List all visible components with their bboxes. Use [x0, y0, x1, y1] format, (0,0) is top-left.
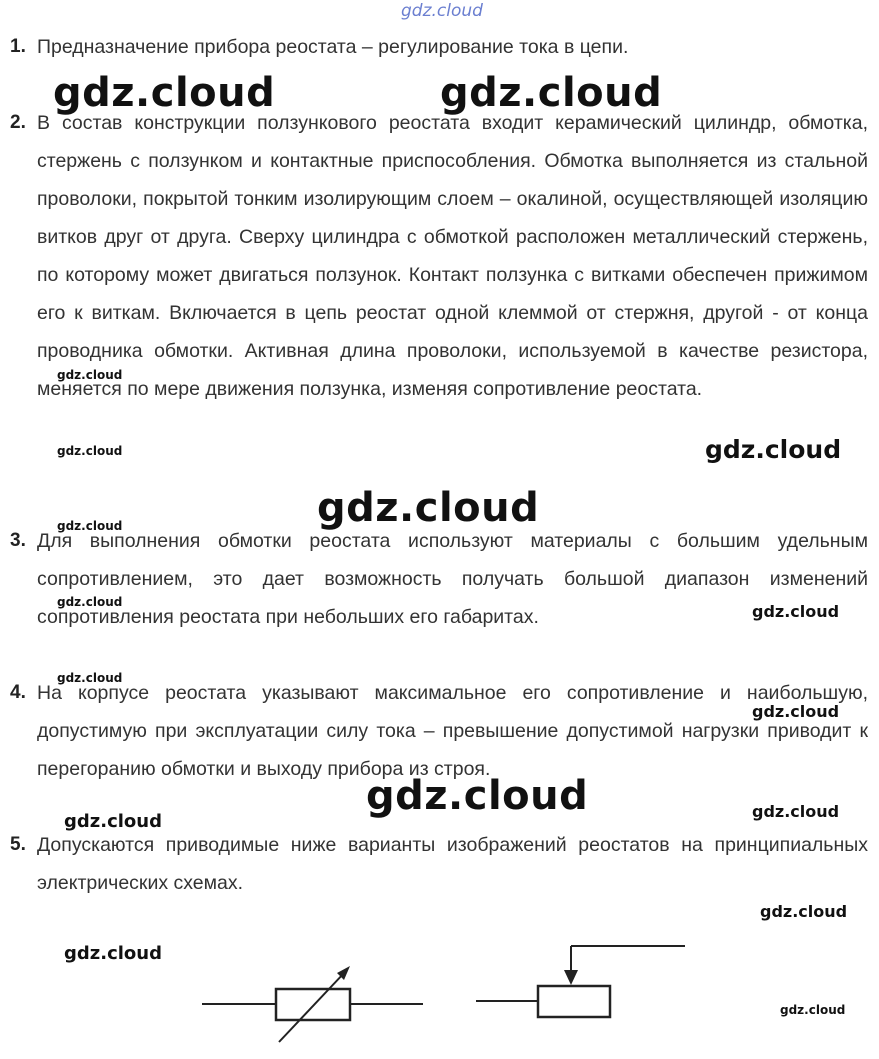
watermark-text: gdz.cloud: [440, 70, 663, 116]
watermark-text: gdz.cloud: [57, 444, 123, 458]
watermark-text: gdz.cloud: [57, 671, 123, 685]
item-number: 2.: [10, 112, 26, 133]
item-text: Для выполнения обмотки реостата используют материалы с большим удельным сопротивлением, это дает возможность получать большой диапазон изменений сопротивления реостата при небольших его габаритах.: [37, 530, 868, 628]
watermark-text: gdz.cloud: [780, 1003, 846, 1017]
watermark-text: gdz.cloud: [53, 70, 276, 116]
watermark-text: gdz.cloud: [760, 902, 848, 921]
item-number: 3.: [10, 530, 26, 551]
watermark-text: gdz.cloud: [64, 811, 162, 832]
watermark-text: gdz.cloud: [57, 595, 123, 609]
item-number: 4.: [10, 682, 26, 703]
watermark-text: gdz.cloud: [317, 485, 540, 531]
rheostat-symbol-variable: [202, 966, 423, 1042]
watermark-text: gdz.cloud: [64, 943, 162, 964]
watermark-text: gdz.cloud: [752, 602, 840, 621]
rheostat-symbol-slider: [476, 946, 685, 1017]
item-number: 1.: [10, 36, 26, 57]
item-number: 5.: [10, 834, 26, 855]
watermark-text: gdz.cloud: [57, 519, 123, 533]
item-text: Предназначение прибора реостата – регулирование тока в цепи.: [37, 36, 629, 58]
watermark-text: gdz.cloud: [752, 802, 840, 821]
watermark-text: gdz.cloud: [401, 1, 483, 21]
item-text: На корпусе реостата указывают максимальное его сопротивление и наибольшую, допустимую при эксплуатации силу тока – превышение допустимой нагрузки приводит к перегоранию обмотки и выходу прибора из строя.: [37, 682, 868, 780]
watermark-text: gdz.cloud: [752, 702, 840, 721]
item-text: В состав конструкции ползункового реостата входит керамический цилиндр, обмотка, стержень с ползунком и контактные приспособления. Обмотка выполняется из стальной проволоки, покрытой тонким изолирующим слоем – окалиной, осуществляющей изоляцию витков друг от друга. Сверху цилиндра с обмоткой расположен металлический стержень, по которому может двигаться ползунок. Контакт ползунка с витками обеспечен прижимом его к виткам. Включается в цепь реостат одной клеммой от стержня, другой - от конца проводника обмотки. Активная длина проволоки, используемой в качестве резистора, меняется по мере движения ползунка, изменяя сопротивление реостата.: [37, 112, 868, 400]
item-text: Допускаются приводимые ниже варианты изображений реостатов на принципиальных электрических схемах.: [37, 834, 868, 894]
watermark-text: gdz.cloud: [705, 435, 842, 464]
watermark-text: gdz.cloud: [57, 368, 123, 382]
watermark-text: gdz.cloud: [366, 773, 589, 819]
